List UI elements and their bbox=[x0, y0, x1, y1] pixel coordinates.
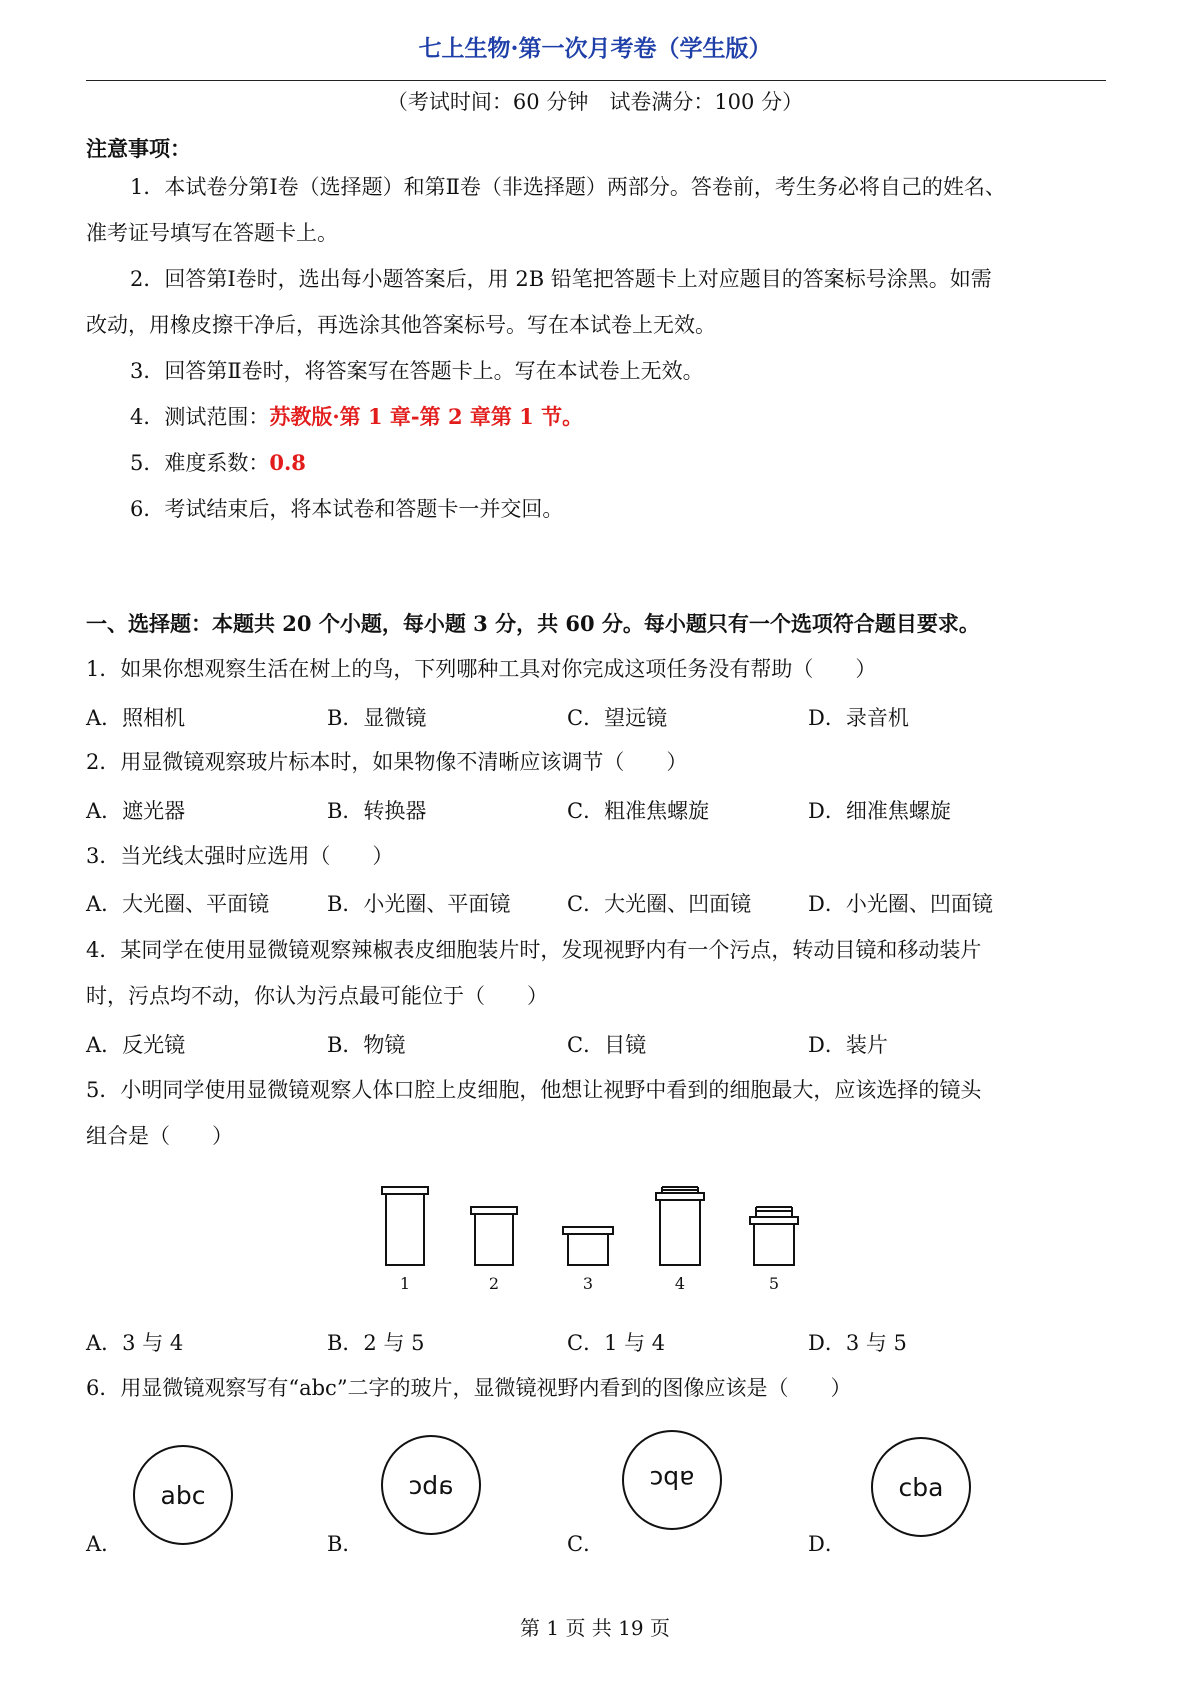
question-6-stem: 6．用显微镜观察写有“abc”二字的玻片，显微镜视野内看到的图像应该是（ ） bbox=[86, 1376, 852, 1400]
lens-3 bbox=[563, 1227, 613, 1265]
question-3-stem: 3．当光线太强时应选用（ ） bbox=[86, 844, 394, 868]
question-4-option-c: C．目镜 bbox=[567, 1033, 647, 1057]
question-4-option-a: A．反光镜 bbox=[86, 1033, 186, 1057]
question-5-stem-line-1: 5．小明同学使用显微镜观察人体口腔上皮细胞，他想让视野中看到的细胞最大，应该选择的镜头 bbox=[86, 1078, 982, 1102]
option-d-circle bbox=[866, 1432, 976, 1542]
lens-2 bbox=[471, 1207, 517, 1265]
lens-label-5: 5 bbox=[768, 1274, 780, 1293]
lens-4 bbox=[656, 1187, 704, 1265]
lens-5 bbox=[750, 1207, 798, 1265]
note-3: 3．回答第Ⅱ卷时，将答案写在答题卡上。写在本试卷上无效。 bbox=[130, 359, 704, 383]
question-3-option-c: C．大光圈、凹面镜 bbox=[567, 892, 752, 916]
lens-label-3: 3 bbox=[582, 1274, 594, 1293]
question-2-option-a: A．遮光器 bbox=[86, 799, 186, 823]
question-2-stem: 2．用显微镜观察玻片标本时，如果物像不清晰应该调节（ ） bbox=[86, 750, 688, 774]
note-6: 6．考试结束后，将本试卷和答题卡一并交回。 bbox=[130, 497, 564, 521]
page-title: 七上生物·第一次月考卷（学生版） bbox=[418, 35, 772, 62]
question-6-option-a: A． bbox=[86, 1532, 123, 1556]
title-divider bbox=[86, 80, 1106, 81]
question-1-option-c: C．望远镜 bbox=[567, 706, 668, 730]
note-1-line-2: 准考证号填写在答题卡上。 bbox=[86, 221, 338, 245]
question-4-stem-line-2: 时，污点均不动，你认为污点最可能位于（ ） bbox=[86, 984, 548, 1008]
note-2-line-2: 改动，用橡皮擦干净后，再选涂其他答案标号。写在本试卷上无效。 bbox=[86, 313, 716, 337]
question-3-option-a: A．大光圈、平面镜 bbox=[86, 892, 270, 916]
page-number: 第 1 页 共 19 页 bbox=[520, 1616, 670, 1640]
note-1-line-1: 1．本试卷分第Ⅰ卷（选择题）和第Ⅱ卷（非选择题）两部分。答卷前，考生务必将自己的姓名、 bbox=[130, 175, 1006, 199]
section-1-heading: 一、选择题：本题共 20 个小题，每小题 3 分，共 60 分。每小题只有一个选项符合题目要求。 bbox=[86, 611, 980, 636]
question-5-option-a: A．3 与 4 bbox=[86, 1331, 184, 1355]
question-5-option-d: D．3 与 5 bbox=[808, 1331, 907, 1355]
question-2-option-c: C．粗准焦螺旋 bbox=[567, 799, 710, 823]
question-4-option-b: B．物镜 bbox=[327, 1033, 406, 1057]
question-5-option-b: B．2 与 5 bbox=[327, 1331, 425, 1355]
question-6-option-b: B． bbox=[327, 1532, 364, 1556]
question-5-stem-line-2: 组合是（ ） bbox=[86, 1124, 233, 1148]
note-4-label: 4．测试范围： bbox=[130, 405, 270, 429]
circle-a-text: abc bbox=[160, 1481, 206, 1510]
question-3-option-d: D．小光圈、凹面镜 bbox=[808, 892, 993, 916]
note-5-label: 5．难度系数： bbox=[130, 451, 270, 475]
note-2-line-1: 2．回答第Ⅰ卷时，选出每小题答案后，用 2B 铅笔把答题卡上对应题目的答案标号涂黑。如需 bbox=[130, 267, 992, 291]
lens-label-4: 4 bbox=[674, 1274, 686, 1293]
option-c-circle bbox=[617, 1425, 727, 1535]
question-4-stem-line-1: 4．某同学在使用显微镜观察辣椒表皮细胞装片时，发现视野内有一个污点，转动目镜和移动装片 bbox=[86, 938, 982, 962]
lens-1 bbox=[382, 1187, 428, 1265]
question-1-option-d: D．录音机 bbox=[808, 706, 909, 730]
lens-label-1: 1 bbox=[399, 1274, 411, 1293]
question-5-option-c: C．1 与 4 bbox=[567, 1331, 666, 1355]
exam-info: （考试时间：60 分钟 试卷满分：100 分） bbox=[386, 90, 804, 114]
note-4-value: 苏教版·第 1 章-第 2 章第 1 节。 bbox=[269, 404, 584, 429]
question-4-option-d: D．装片 bbox=[808, 1033, 888, 1057]
note-5-value: 0.8 bbox=[269, 450, 306, 475]
question-1-stem: 1．如果你想观察生活在树上的鸟，下列哪种工具对你完成这项任务没有帮助（ ） bbox=[86, 657, 877, 681]
question-1-option-a: A．照相机 bbox=[86, 706, 186, 730]
note-4 bbox=[130, 402, 583, 432]
question-2-option-d: D．细准焦螺旋 bbox=[808, 799, 951, 823]
circle-c-text: abc bbox=[649, 1465, 695, 1494]
question-6-option-c: C． bbox=[567, 1532, 605, 1556]
question-2-option-b: B．转换器 bbox=[327, 799, 427, 823]
lens-figure bbox=[380, 1185, 820, 1295]
question-6-option-d: D． bbox=[808, 1532, 846, 1556]
circle-d-text: cba bbox=[898, 1473, 944, 1502]
question-3-option-b: B．小光圈、平面镜 bbox=[327, 892, 511, 916]
circle-b-text: abc bbox=[408, 1471, 454, 1500]
option-b-circle bbox=[376, 1430, 486, 1540]
option-a-circle bbox=[128, 1440, 238, 1550]
notes-heading: 注意事项： bbox=[86, 136, 191, 161]
lens-label-2: 2 bbox=[488, 1274, 500, 1293]
note-5 bbox=[130, 448, 306, 478]
question-1-option-b: B．显微镜 bbox=[327, 706, 427, 730]
